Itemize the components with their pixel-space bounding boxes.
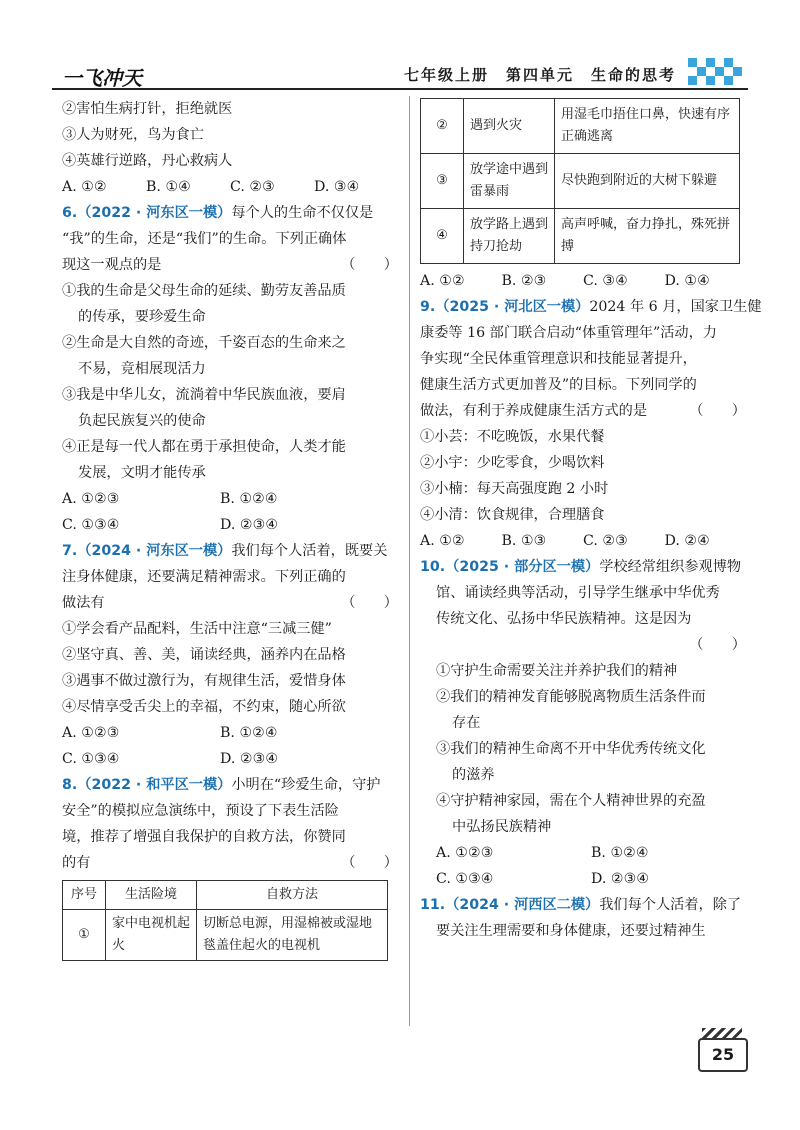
answer-option: D. ②③④ xyxy=(591,871,650,887)
answer-option: B. ①②④ xyxy=(220,725,278,741)
answer-options xyxy=(62,174,398,200)
question-stem: 传统文化、弘扬中华民族精神。这是因为 xyxy=(436,611,692,627)
right-column xyxy=(420,96,762,944)
option-item: ②我们的精神发育能够脱离物质生活条件而 xyxy=(436,689,706,705)
option-item: ①小芸：不吃晚饭，水果代餐 xyxy=(420,429,605,445)
question-stem: 的有 xyxy=(62,855,91,871)
table-header-row xyxy=(63,881,388,910)
question-stem: 注身体健康，还要满足精神需求。下列正确的 xyxy=(62,569,346,585)
question-source: （2022 · 河东区一模） xyxy=(77,205,232,221)
question-number: 8. xyxy=(62,777,78,793)
answer-option: D. ①④ xyxy=(664,273,710,289)
table-cell: 高声呼喊，奋力挣扎，殊死拼搏 xyxy=(555,209,740,264)
option-item: ③我是中华儿女，流淌着中华民族血液，要肩 xyxy=(62,387,346,403)
question-number: 10. xyxy=(420,559,446,575)
question-stem: 现这一观点的是 xyxy=(62,257,162,273)
question-5-tail xyxy=(62,96,398,200)
option-item: ④英雄行逆路，丹心救病人 xyxy=(62,153,233,169)
option-item-cont: 不易，竞相展现活力 xyxy=(78,361,206,377)
column-divider xyxy=(409,96,410,1026)
table-cell: ② xyxy=(421,99,464,154)
answer-option: D. ②③④ xyxy=(220,517,279,533)
answer-option: A. ①② xyxy=(62,179,107,195)
answer-options xyxy=(62,746,398,772)
answer-blank: （ ） xyxy=(341,595,398,611)
option-item-cont: 存在 xyxy=(452,715,481,731)
question-source: （2022 · 和平区一模） xyxy=(77,777,232,793)
question-stem: 我们每个人活着，除了 xyxy=(599,897,742,913)
left-column xyxy=(62,96,398,961)
question-stem: 健康生活方式更加普及”的目标。下列同学的 xyxy=(420,377,697,393)
table-cell: 用湿毛巾捂住口鼻，快速有序正确逃离 xyxy=(555,99,740,154)
table-cell: 放学途中遇到雷暴雨 xyxy=(464,154,555,209)
option-item-cont: 的滋养 xyxy=(452,767,495,783)
option-item-cont: 中弘扬民族精神 xyxy=(452,819,552,835)
question-number: 7. xyxy=(62,543,78,559)
answer-options xyxy=(420,840,746,866)
answer-option: A. ①②③ xyxy=(62,725,120,741)
question-stem: 做法有 xyxy=(62,595,105,611)
question-source: （2025 · 河北区一模） xyxy=(435,299,590,315)
answer-option: D. ③④ xyxy=(314,179,360,195)
question-stem: 学校经常组织参观博物 xyxy=(599,559,742,575)
question-source: （2025 · 部分区一模） xyxy=(445,559,600,575)
answer-blank: （ ） xyxy=(689,637,746,653)
table-row xyxy=(63,910,388,961)
answer-options xyxy=(420,528,746,554)
question-7 xyxy=(62,538,398,772)
answer-option: C. ①③④ xyxy=(62,517,120,533)
table-cell: 放学路上遇到持刀抢劫 xyxy=(464,209,555,264)
question-stem: 小明在“珍爱生命，守护 xyxy=(231,777,381,793)
option-item: ④小清：饮食规律，合理膳食 xyxy=(420,507,605,523)
brand-logo: 一飞冲天 xyxy=(62,66,142,90)
answer-option: B. ②③ xyxy=(501,273,547,289)
question-stem: 境，推荐了增强自我保护的自救方法，你赞同 xyxy=(62,829,346,845)
answer-option: C. ②③ xyxy=(230,179,275,195)
option-item: ③我们的精神生命离不开中华优秀传统文化 xyxy=(436,741,706,757)
answer-options xyxy=(62,512,398,538)
question-number: 9. xyxy=(420,299,436,315)
option-item-cont: 发展，文明才能传承 xyxy=(78,465,206,481)
answer-option: A. ①②③ xyxy=(436,845,494,861)
table-row xyxy=(421,209,740,264)
header-decoration xyxy=(688,58,748,86)
answer-blank: （ ） xyxy=(341,855,398,871)
question-6 xyxy=(62,200,398,538)
question-stem: 我们每个人活着，既要关 xyxy=(231,543,388,559)
table-row xyxy=(421,99,740,154)
answer-option: B. ①③ xyxy=(501,533,547,549)
question-11 xyxy=(420,892,746,944)
answer-option: A. ①② xyxy=(420,533,465,549)
answer-option: A. ①②③ xyxy=(62,491,120,507)
answer-blank: （ ） xyxy=(689,403,746,419)
self-rescue-table xyxy=(62,880,388,961)
option-item: ④正是每一代人都在勇于承担使命，人类才能 xyxy=(62,439,346,455)
table-header: 生活险境 xyxy=(106,881,197,910)
option-item: ①学会看产品配料，生活中注意“三减三健” xyxy=(62,621,332,637)
option-item: ③人为财死，鸟为食亡 xyxy=(62,127,204,143)
question-number: 6. xyxy=(62,205,78,221)
question-stem: 2024 年 6 月，国家卫生健 xyxy=(589,299,762,315)
option-item: ①守护生命需要关注并养护我们的精神 xyxy=(436,663,678,679)
question-9 xyxy=(420,294,762,554)
table-row xyxy=(421,154,740,209)
table-header: 自救方法 xyxy=(197,881,388,910)
option-item: ③遇事不做过激行为，有规律生活，爱惜身体 xyxy=(62,673,346,689)
option-item: ②小宇：少吃零食，少喝饮料 xyxy=(420,455,605,471)
answer-options xyxy=(420,268,746,294)
table-cell: 遇到火灾 xyxy=(464,99,555,154)
answer-option: C. ③④ xyxy=(583,273,628,289)
answer-options xyxy=(62,720,398,746)
question-8 xyxy=(62,772,398,961)
answer-option: C. ①③④ xyxy=(436,871,494,887)
table-cell: 家中电视机起火 xyxy=(106,910,197,961)
answer-option: B. ①②④ xyxy=(591,845,649,861)
option-item: ③小楠：每天高强度跑 2 小时 xyxy=(420,481,609,497)
option-item-cont: 的传承，要珍爱生命 xyxy=(78,309,206,325)
table-cell: 切断总电源，用湿棉被或湿地毯盖住起火的电视机 xyxy=(197,910,388,961)
option-item: ②坚守真、善、美，诵读经典，涵养内在品格 xyxy=(62,647,346,663)
question-stem: 安全”的模拟应急演练中，预设了下表生活险 xyxy=(62,803,339,819)
table-cell: ① xyxy=(63,910,106,961)
header-rule xyxy=(52,88,748,90)
answer-option: A. ①② xyxy=(420,273,465,289)
header-title: 七年级上册 第四单元 生命的思考 xyxy=(403,66,676,84)
question-source: （2024 · 河东区一模） xyxy=(77,543,232,559)
question-stem: 要关注生理需要和身体健康，还要过精神生 xyxy=(436,923,706,939)
answer-options xyxy=(62,486,398,512)
answer-options xyxy=(420,866,746,892)
table-cell: ④ xyxy=(421,209,464,264)
question-stem: 康委等 16 部门联合启动“体重管理年”活动，力 xyxy=(420,325,717,341)
answer-option: C. ②③ xyxy=(583,533,628,549)
question-stem: “我”的生命，还是“我们”的生命。下列正确体 xyxy=(62,231,347,247)
answer-option: B. ①④ xyxy=(146,179,191,195)
answer-option: B. ①②④ xyxy=(220,491,278,507)
answer-blank: （ ） xyxy=(341,257,398,273)
page-footer xyxy=(668,1028,748,1072)
question-stem: 馆、诵读经典等活动，引导学生继承中华优秀 xyxy=(436,585,720,601)
question-stem: 争实现“全民体重管理意识和技能显著提升， xyxy=(420,351,697,367)
question-source: （2024 · 河西区二模） xyxy=(445,897,600,913)
table-cell: ③ xyxy=(421,154,464,209)
question-stem: 每个人的生命不仅仅是 xyxy=(231,205,374,221)
question-stem: 做法，有利于养成健康生活方式的是 xyxy=(420,403,648,419)
option-item-cont: 负起民族复兴的使命 xyxy=(78,413,206,429)
self-rescue-table-continued xyxy=(420,98,740,264)
answer-option: D. ②④ xyxy=(664,533,710,549)
page-header xyxy=(52,58,748,92)
option-item: ④尽情享受舌尖上的幸福，不约束，随心所欲 xyxy=(62,699,346,715)
option-item: ②生命是大自然的奇迹，千姿百态的生命来之 xyxy=(62,335,346,351)
answer-option: C. ①③④ xyxy=(62,751,120,767)
table-cell: 尽快跑到附近的大树下躲避 xyxy=(555,154,740,209)
option-item: ②害怕生病打针，拒绝就医 xyxy=(62,101,233,117)
answer-option: D. ②③④ xyxy=(220,751,279,767)
question-10 xyxy=(420,554,746,892)
question-number: 11. xyxy=(420,897,446,913)
option-item: ①我的生命是父母生命的延续、勤劳友善品质 xyxy=(62,283,346,299)
table-header: 序号 xyxy=(63,881,106,910)
option-item: ④守护精神家园，需在个人精神世界的充盈 xyxy=(436,793,706,809)
page-number: 25 xyxy=(698,1038,748,1072)
